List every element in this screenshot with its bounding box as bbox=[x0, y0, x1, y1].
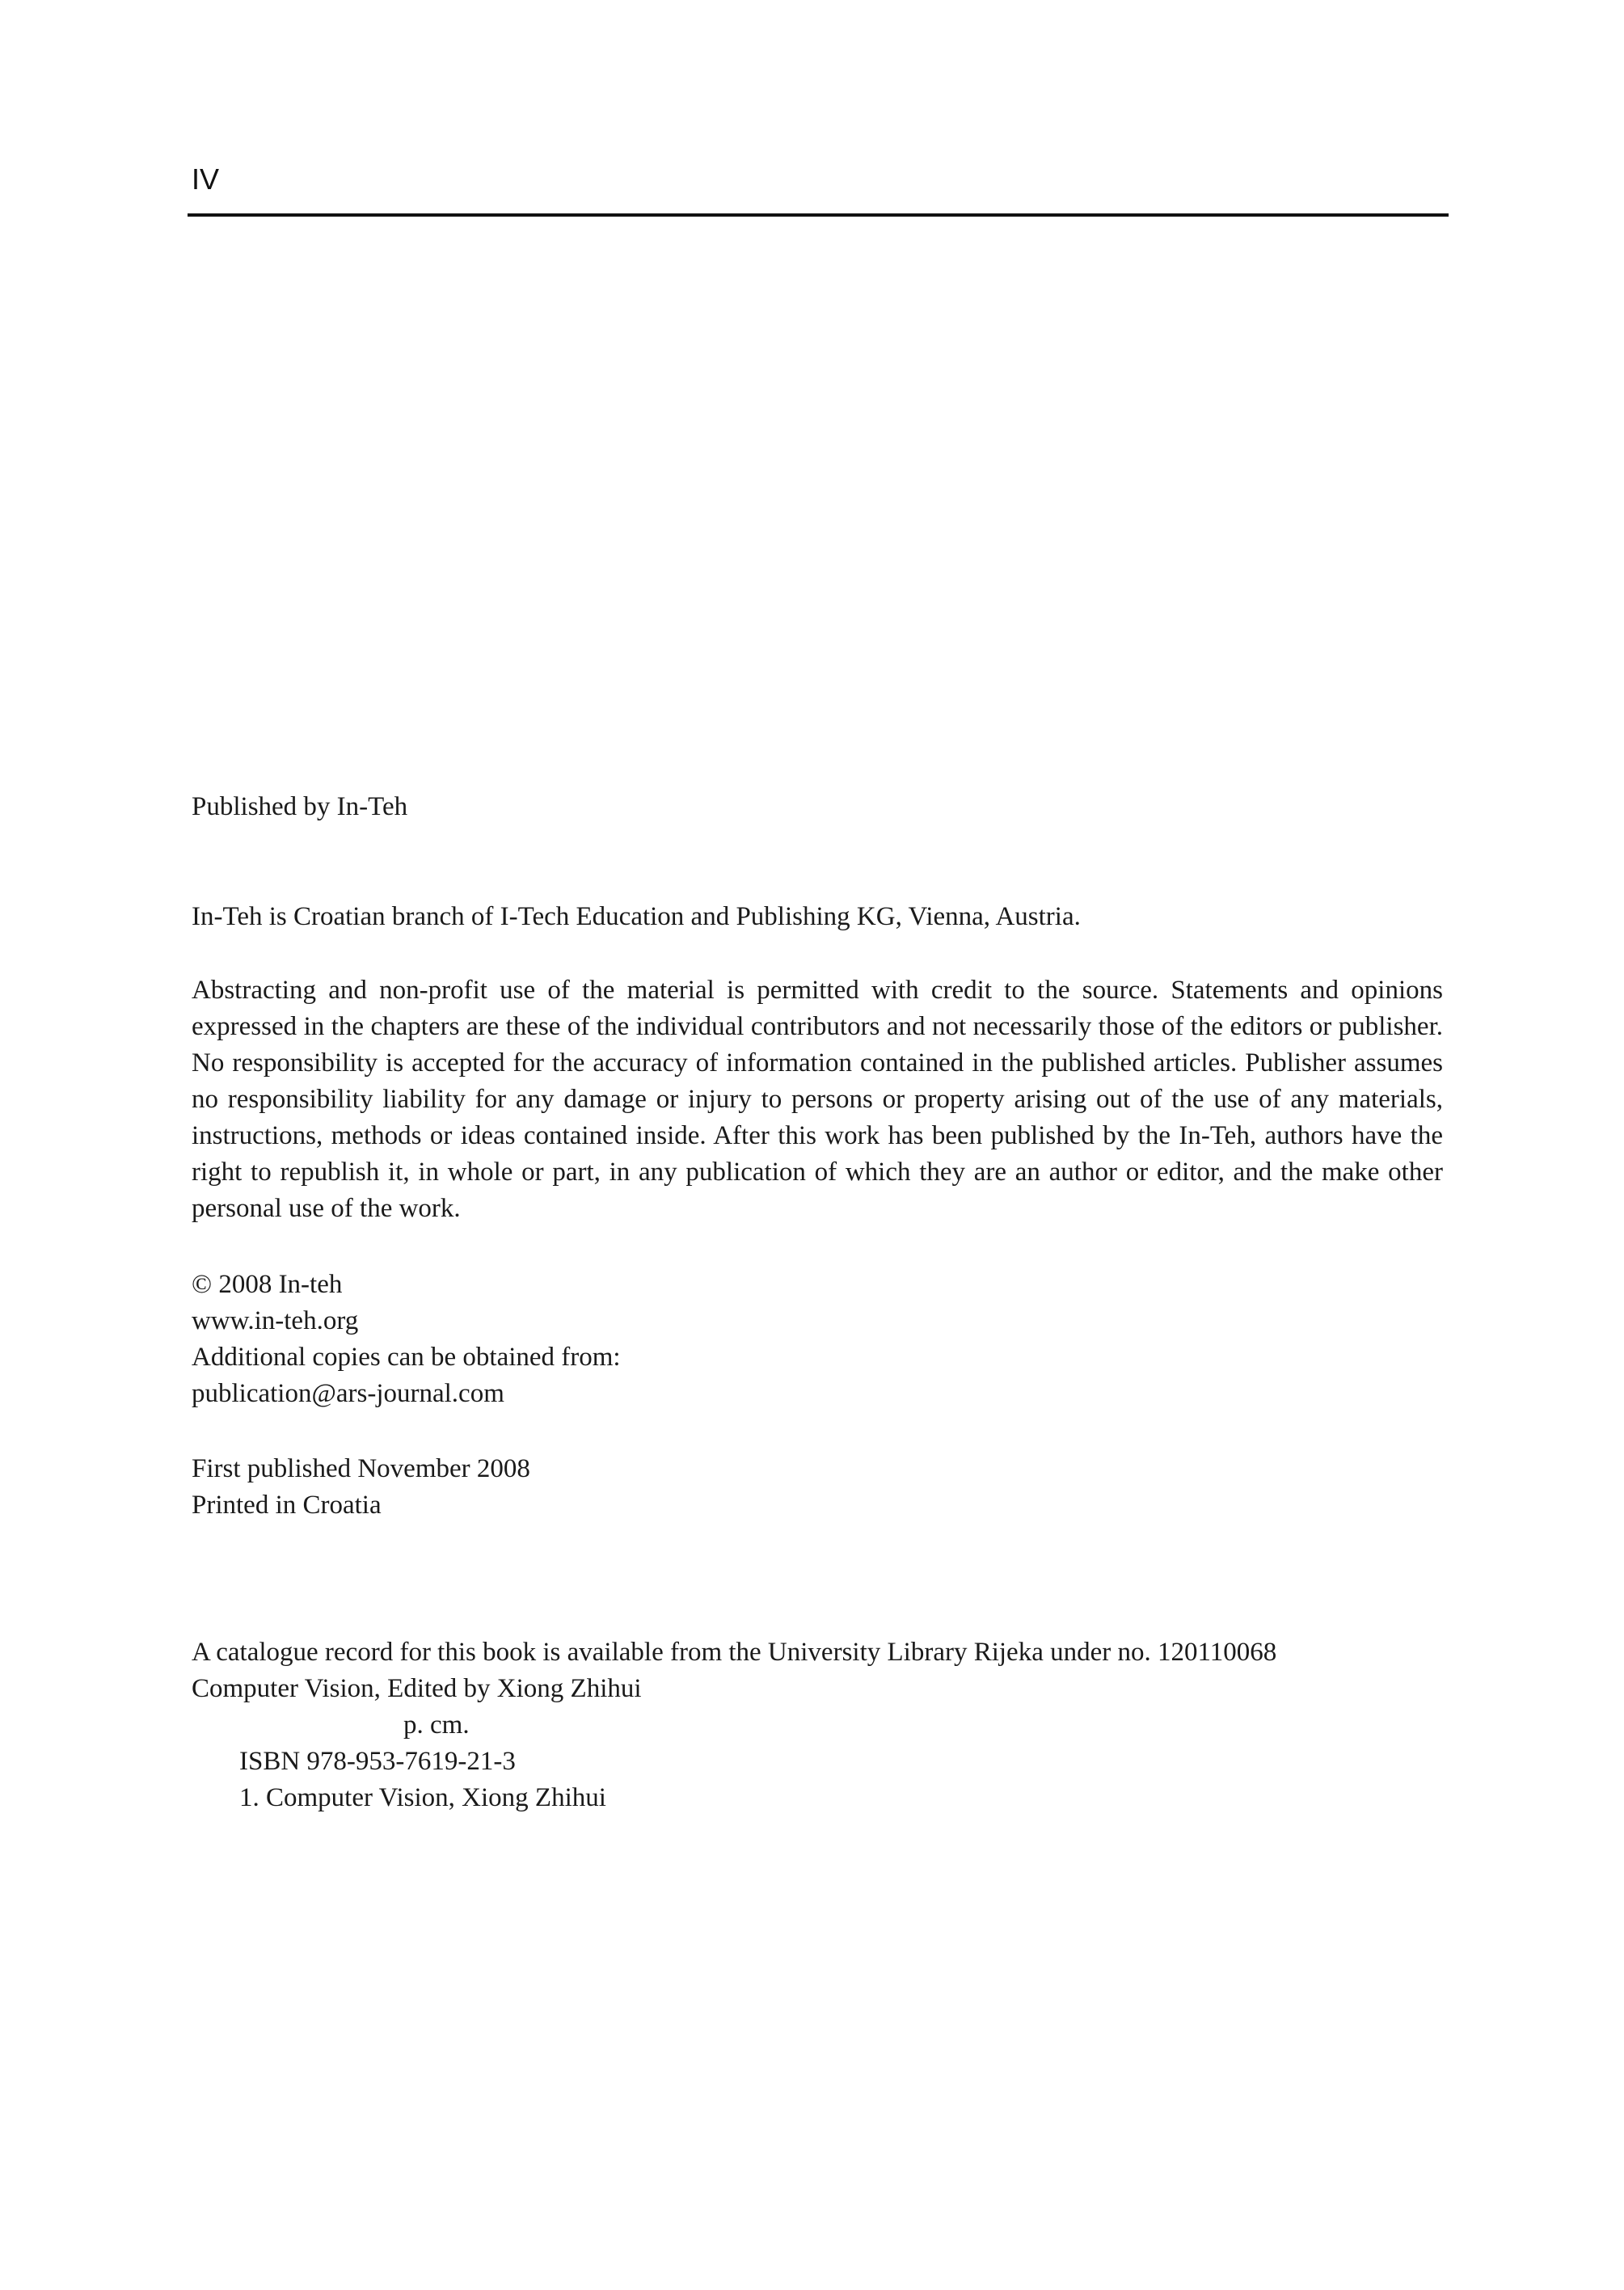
catalogue-subject: 1. Computer Vision, Xiong Zhihui bbox=[239, 1783, 606, 1812]
page-number: IV bbox=[192, 162, 220, 196]
email-link[interactable]: publication@ars-journal.com bbox=[192, 1379, 504, 1408]
branch-statement: In-Teh is Croatian branch of I-Tech Education and Publishing KG, Vienna, Austria. bbox=[192, 902, 1081, 931]
printing-block bbox=[192, 1451, 1443, 1524]
catalogue-block bbox=[192, 1634, 1443, 1816]
website-link[interactable]: www.in-teh.org bbox=[192, 1306, 359, 1335]
catalogue-dimensions: p. cm. bbox=[403, 1710, 470, 1740]
catalogue-record: A catalogue record for this book is available from the University Library Rijeka under no. 120110068 bbox=[192, 1638, 1277, 1667]
isbn: ISBN 978-953-7619-21-3 bbox=[239, 1747, 516, 1776]
header-rule bbox=[188, 213, 1449, 217]
published-by: Published by In-Teh bbox=[192, 792, 408, 821]
copies-note: Additional copies can be obtained from: bbox=[192, 1343, 621, 1372]
permissions-paragraph: Abstracting and non-profit use of the material is permitted with credit to the source. Statements and opinions expressed in the chapters are these of the individual contributors and not necessarily those of the editors or publisher. No responsibility is accepted for the accuracy of information contained in the published articles. Publisher assumes no responsibility liability for any damage or injury to persons or property arising out of the use of any materials, instructions, methods or ideas contained inside. After this work has been published by the In-Teh, authors have the right to republish it, in whole or part, in any publication of which they are an author or editor, and the make other personal use of the work. bbox=[192, 976, 1443, 1223]
printed-in: Printed in Croatia bbox=[192, 1491, 382, 1520]
contact-block bbox=[192, 1267, 1443, 1412]
copyright-line: © 2008 In-teh bbox=[192, 1270, 343, 1299]
catalogue-title: Computer Vision, Edited by Xiong Zhihui bbox=[192, 1674, 642, 1703]
first-published: First published November 2008 bbox=[192, 1454, 530, 1483]
